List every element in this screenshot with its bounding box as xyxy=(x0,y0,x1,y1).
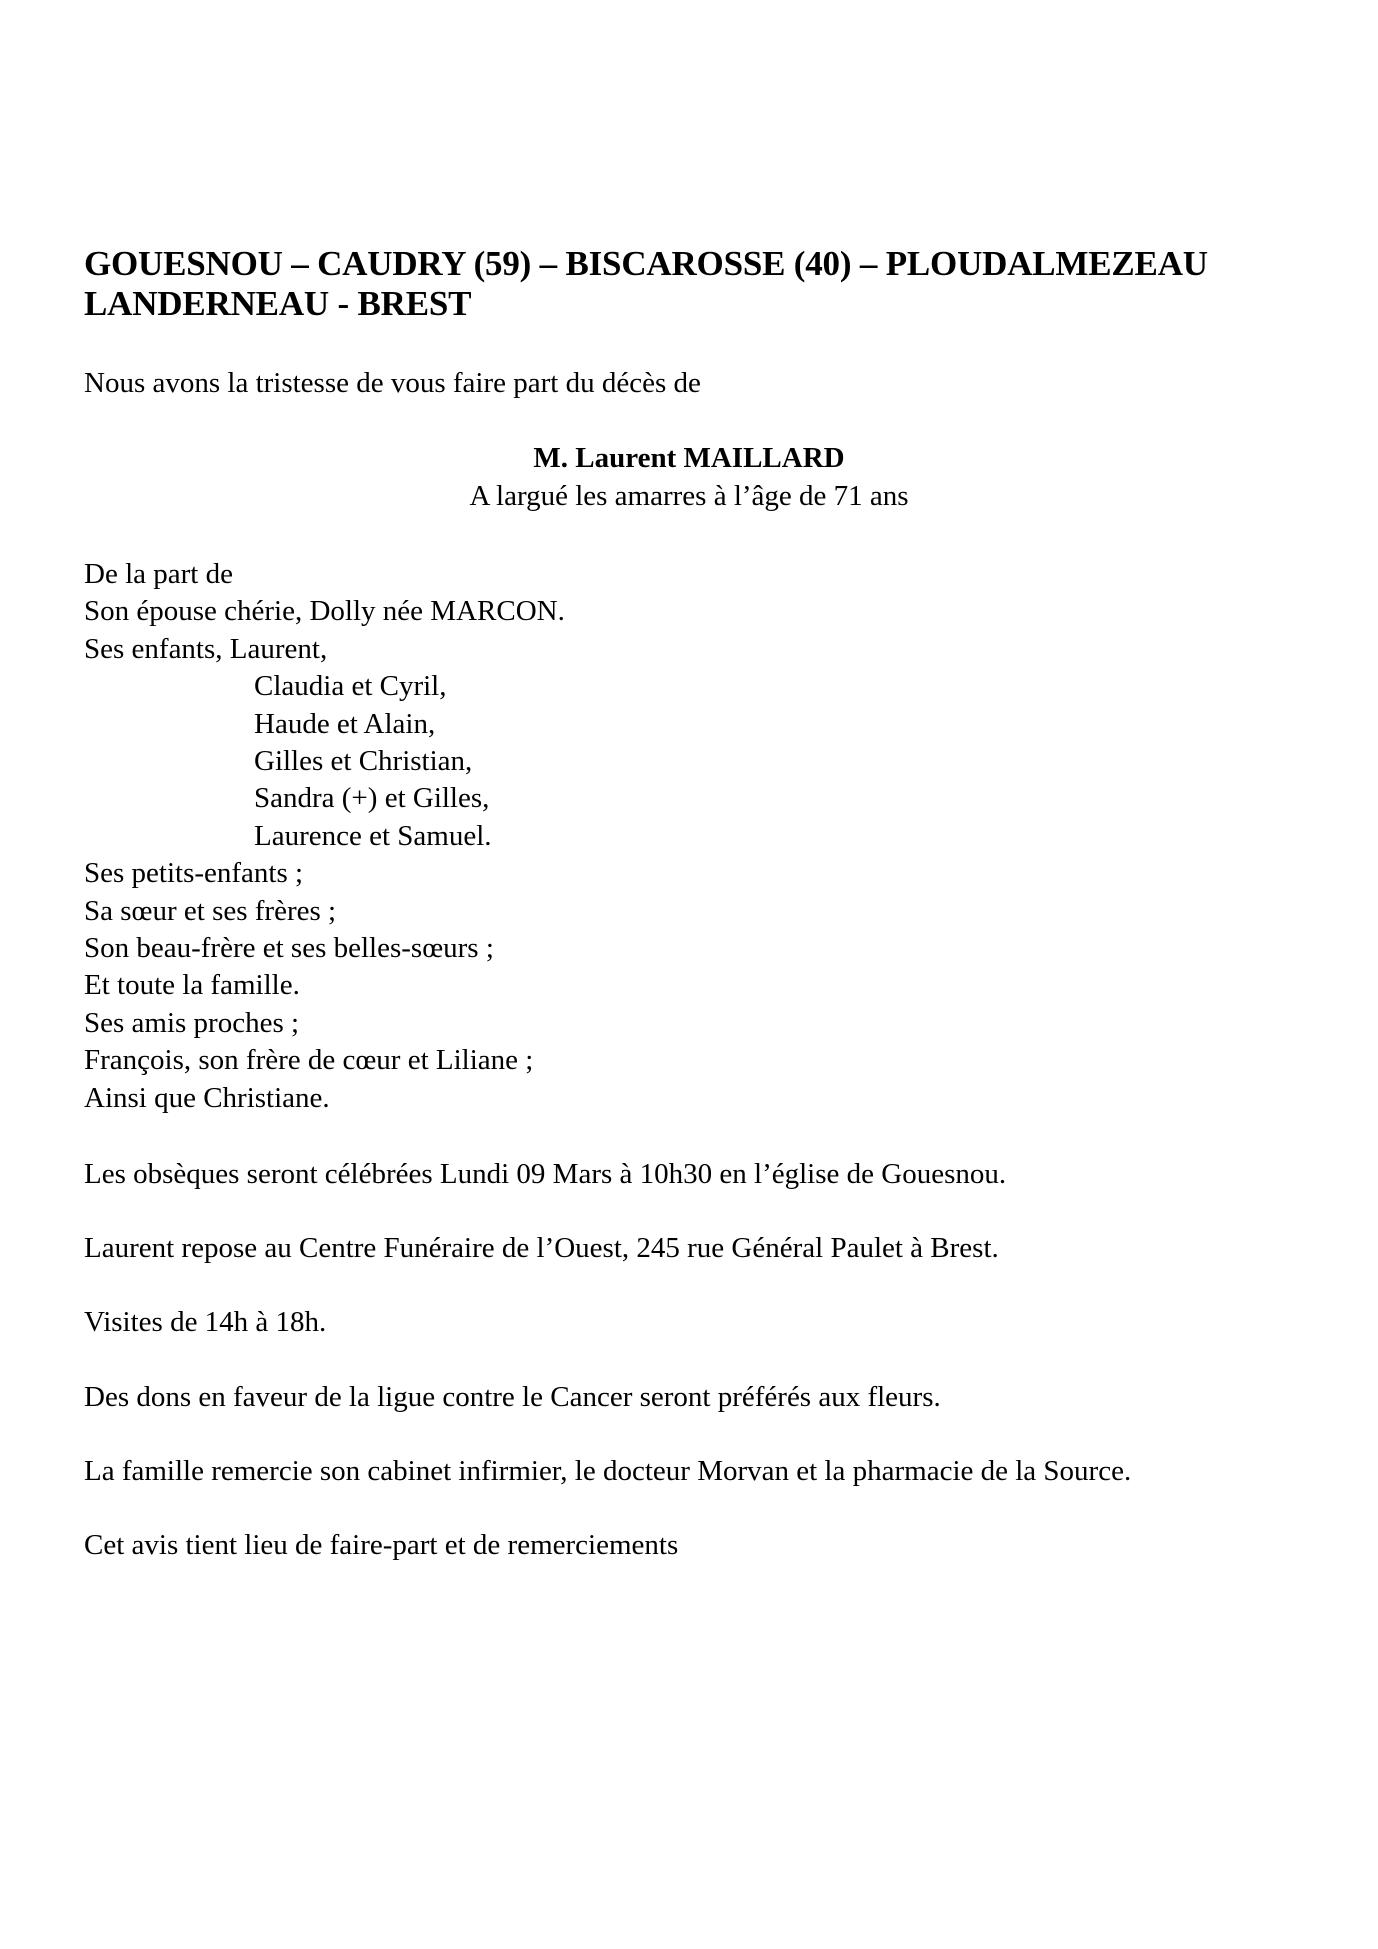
family-line: Ses amis proches ; xyxy=(84,1006,300,1039)
family-line: Claudia et Cyril, xyxy=(254,670,447,703)
deceased-name: M. Laurent MAILLARD xyxy=(533,442,845,474)
family-line: De la part de xyxy=(84,558,233,590)
rest-paragraph: Laurent repose au Centre Funéraire de l’Ouest, 245 rue Général Paulet à Brest. xyxy=(84,1232,999,1264)
funeral-paragraph: Les obsèques seront célébrées Lundi 09 Mars à 10h30 en l’église de Gouesnou. xyxy=(84,1158,1007,1190)
donations-paragraph: Des dons en faveur de la ligue contre le Cancer seront préférés aux fleurs. xyxy=(84,1381,941,1413)
locations-heading xyxy=(84,244,1314,324)
family-line: Ainsi que Christiane. xyxy=(84,1081,330,1114)
family-line: Son beau-frère et ses belles-sœurs ; xyxy=(84,932,494,965)
family-line: Laurence et Samuel. xyxy=(254,819,492,852)
family-line: Haude et Alain, xyxy=(254,707,436,740)
deceased-subtitle: A largué les amarres à l’âge de 71 ans xyxy=(469,480,909,512)
family-line: Son épouse chérie, Dolly née MARCON. xyxy=(84,595,565,628)
family-line: Gilles et Christian, xyxy=(254,745,473,778)
family-line: Sa sœur et ses frères ; xyxy=(84,894,337,927)
intro-text: Nous avons la tristesse de vous faire part du décès de xyxy=(84,367,701,399)
visits-paragraph: Visites de 14h à 18h. xyxy=(84,1306,327,1338)
closing-paragraph: Cet avis tient lieu de faire-part et de remerciements xyxy=(84,1529,679,1561)
family-line: Sandra (+) et Gilles, xyxy=(254,782,490,815)
locations-heading-line-2: LANDERNEAU - BREST xyxy=(84,284,472,323)
family-list xyxy=(84,556,565,1117)
family-line: François, son frère de cœur et Liliane ; xyxy=(84,1044,534,1077)
family-line: Ses enfants, Laurent, xyxy=(84,632,328,665)
family-line: Et toute la famille. xyxy=(84,969,300,1002)
thanks-paragraph: La famille remercie son cabinet infirmier, le docteur Morvan et la pharmacie de la Source. xyxy=(84,1455,1132,1487)
family-line: Ses petits-enfants ; xyxy=(84,857,304,890)
locations-heading-line-1: GOUESNOU – CAUDRY (59) – BISCAROSSE (40) – PLOUDALMEZEAU xyxy=(84,244,1208,283)
